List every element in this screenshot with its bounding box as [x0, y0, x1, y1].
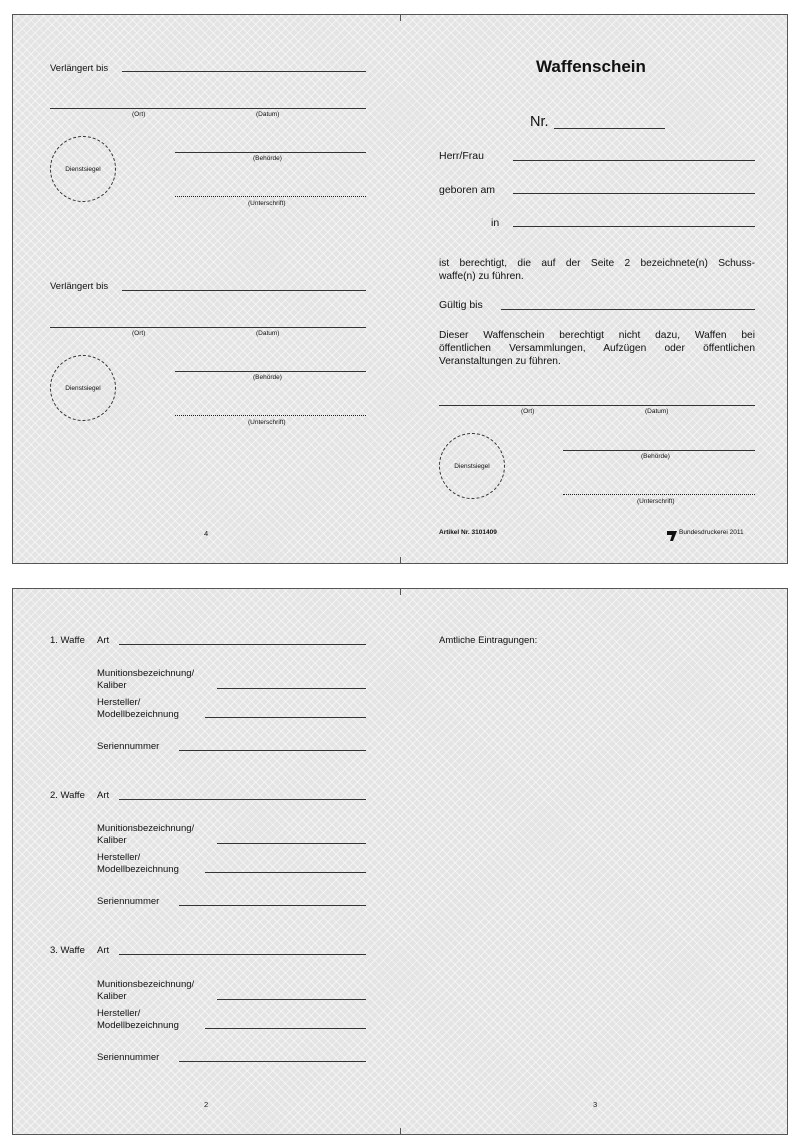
extended-until-field[interactable] — [122, 71, 366, 72]
notice-line: Dieser Waffenschein berechtigt nicht dazu, Waffen bei — [439, 330, 755, 341]
caliber-label: Kaliber — [97, 680, 127, 691]
manufacturer-model-field[interactable] — [205, 1028, 366, 1029]
extended-until-label: Verlängert bis — [50, 281, 109, 292]
fold-mark-top — [400, 589, 401, 595]
holder-name-field[interactable] — [513, 160, 755, 161]
weapon-type-field[interactable] — [119, 644, 366, 645]
article-number: Artikel Nr. 3101409 — [439, 529, 497, 536]
notice-line: öffentlichen Versammlungen, Aufzügen oder öffentlichen — [439, 343, 755, 354]
caliber-label: Kaliber — [97, 991, 127, 1002]
date-caption: (Datum) — [645, 408, 669, 415]
entitlement-line: ist berechtigt, die auf der Seite 2 bezeichnete(n) Schuss- — [439, 258, 755, 269]
place-date-field[interactable] — [50, 327, 366, 328]
weapon-label: 3. Waffe — [50, 945, 85, 956]
birth-place-field[interactable] — [513, 226, 755, 227]
official-seal-area: Dienstsiegel — [439, 433, 505, 499]
notice-line: Veranstaltungen zu führen. — [439, 356, 561, 367]
valid-until-label: Gültig bis — [439, 299, 483, 311]
birth-date-field[interactable] — [513, 193, 755, 194]
ammo-label: Munitionsbezeichnung/ — [97, 668, 195, 679]
document-title: Waffenschein — [536, 57, 646, 76]
publisher-imprint: Bundesdruckerei 2011 — [679, 529, 744, 536]
restriction-notice — [439, 329, 755, 368]
fold-mark-bottom — [400, 1128, 401, 1134]
serial-number-field[interactable] — [179, 750, 366, 751]
serial-number-label: Seriennummer — [97, 1052, 160, 1063]
manufacturer-model-field[interactable] — [205, 717, 366, 718]
place-caption: (Ort) — [521, 408, 535, 415]
place-caption: (Ort) — [132, 111, 146, 118]
number-field[interactable] — [554, 128, 665, 129]
authority-field[interactable] — [175, 152, 366, 153]
official-seal-area: Dienstsiegel — [50, 136, 116, 202]
weapon-type-field[interactable] — [119, 799, 366, 800]
weapon-label: 1. Waffe — [50, 635, 85, 646]
birth-place-label: in — [491, 217, 500, 229]
date-caption: (Datum) — [256, 330, 280, 337]
official-entries-area[interactable] — [439, 655, 755, 1075]
place-date-field[interactable] — [50, 108, 366, 109]
page-number: 3 — [593, 1100, 598, 1109]
signature-caption: (Unterschrift) — [637, 498, 675, 505]
document-sheet-front — [12, 14, 788, 564]
signature-field[interactable] — [175, 415, 366, 416]
fold-mark-bottom — [400, 557, 401, 563]
weapon-label: 2. Waffe — [50, 790, 85, 801]
document-sheet-inside — [12, 588, 788, 1135]
place-date-field[interactable] — [439, 405, 755, 406]
holder-name-label: Herr/Frau — [439, 150, 484, 162]
fold-mark-top — [400, 15, 401, 21]
valid-until-field[interactable] — [501, 309, 755, 310]
place-caption: (Ort) — [132, 330, 146, 337]
authority-caption: (Behörde) — [253, 374, 282, 381]
signature-field[interactable] — [563, 494, 755, 495]
authority-field[interactable] — [175, 371, 366, 372]
birth-date-label: geboren am — [439, 184, 496, 196]
official-seal-area: Dienstsiegel — [50, 355, 116, 421]
signature-caption: (Unterschrift) — [248, 200, 286, 207]
entitlement-text — [439, 257, 755, 283]
model-label: Modellbezeichnung — [97, 709, 179, 720]
authority-field[interactable] — [563, 450, 755, 451]
authority-caption: (Behörde) — [641, 453, 670, 460]
weapon-type-label: Art — [97, 945, 110, 956]
authority-caption: (Behörde) — [253, 155, 282, 162]
model-label: Modellbezeichnung — [97, 864, 179, 875]
bundesdruckerei-logo-icon — [667, 528, 677, 538]
official-entries-heading: Amtliche Eintragungen: — [439, 635, 538, 646]
serial-number-field[interactable] — [179, 1061, 366, 1062]
entitlement-line: waffe(n) zu führen. — [439, 271, 524, 282]
ammo-label: Munitionsbezeichnung/ — [97, 979, 195, 990]
date-caption: (Datum) — [256, 111, 280, 118]
weapon-type-label: Art — [97, 790, 110, 801]
signature-caption: (Unterschrift) — [248, 419, 286, 426]
manufacturer-label: Hersteller/ — [97, 1008, 141, 1019]
ammo-caliber-field[interactable] — [217, 999, 366, 1000]
serial-number-label: Seriennummer — [97, 741, 160, 752]
serial-number-field[interactable] — [179, 905, 366, 906]
weapon-type-field[interactable] — [119, 954, 366, 955]
weapon-type-label: Art — [97, 635, 110, 646]
number-label: Nr. — [530, 114, 549, 130]
caliber-label: Kaliber — [97, 835, 127, 846]
page-number: 2 — [204, 1100, 209, 1109]
manufacturer-model-field[interactable] — [205, 872, 366, 873]
extended-until-label: Verlängert bis — [50, 63, 109, 74]
manufacturer-label: Hersteller/ — [97, 852, 141, 863]
manufacturer-label: Hersteller/ — [97, 697, 141, 708]
ammo-label: Munitionsbezeichnung/ — [97, 823, 195, 834]
extended-until-field[interactable] — [122, 290, 366, 291]
page-number: 4 — [204, 529, 209, 538]
serial-number-label: Seriennummer — [97, 896, 160, 907]
ammo-caliber-field[interactable] — [217, 688, 366, 689]
signature-field[interactable] — [175, 196, 366, 197]
ammo-caliber-field[interactable] — [217, 843, 366, 844]
model-label: Modellbezeichnung — [97, 1020, 179, 1031]
